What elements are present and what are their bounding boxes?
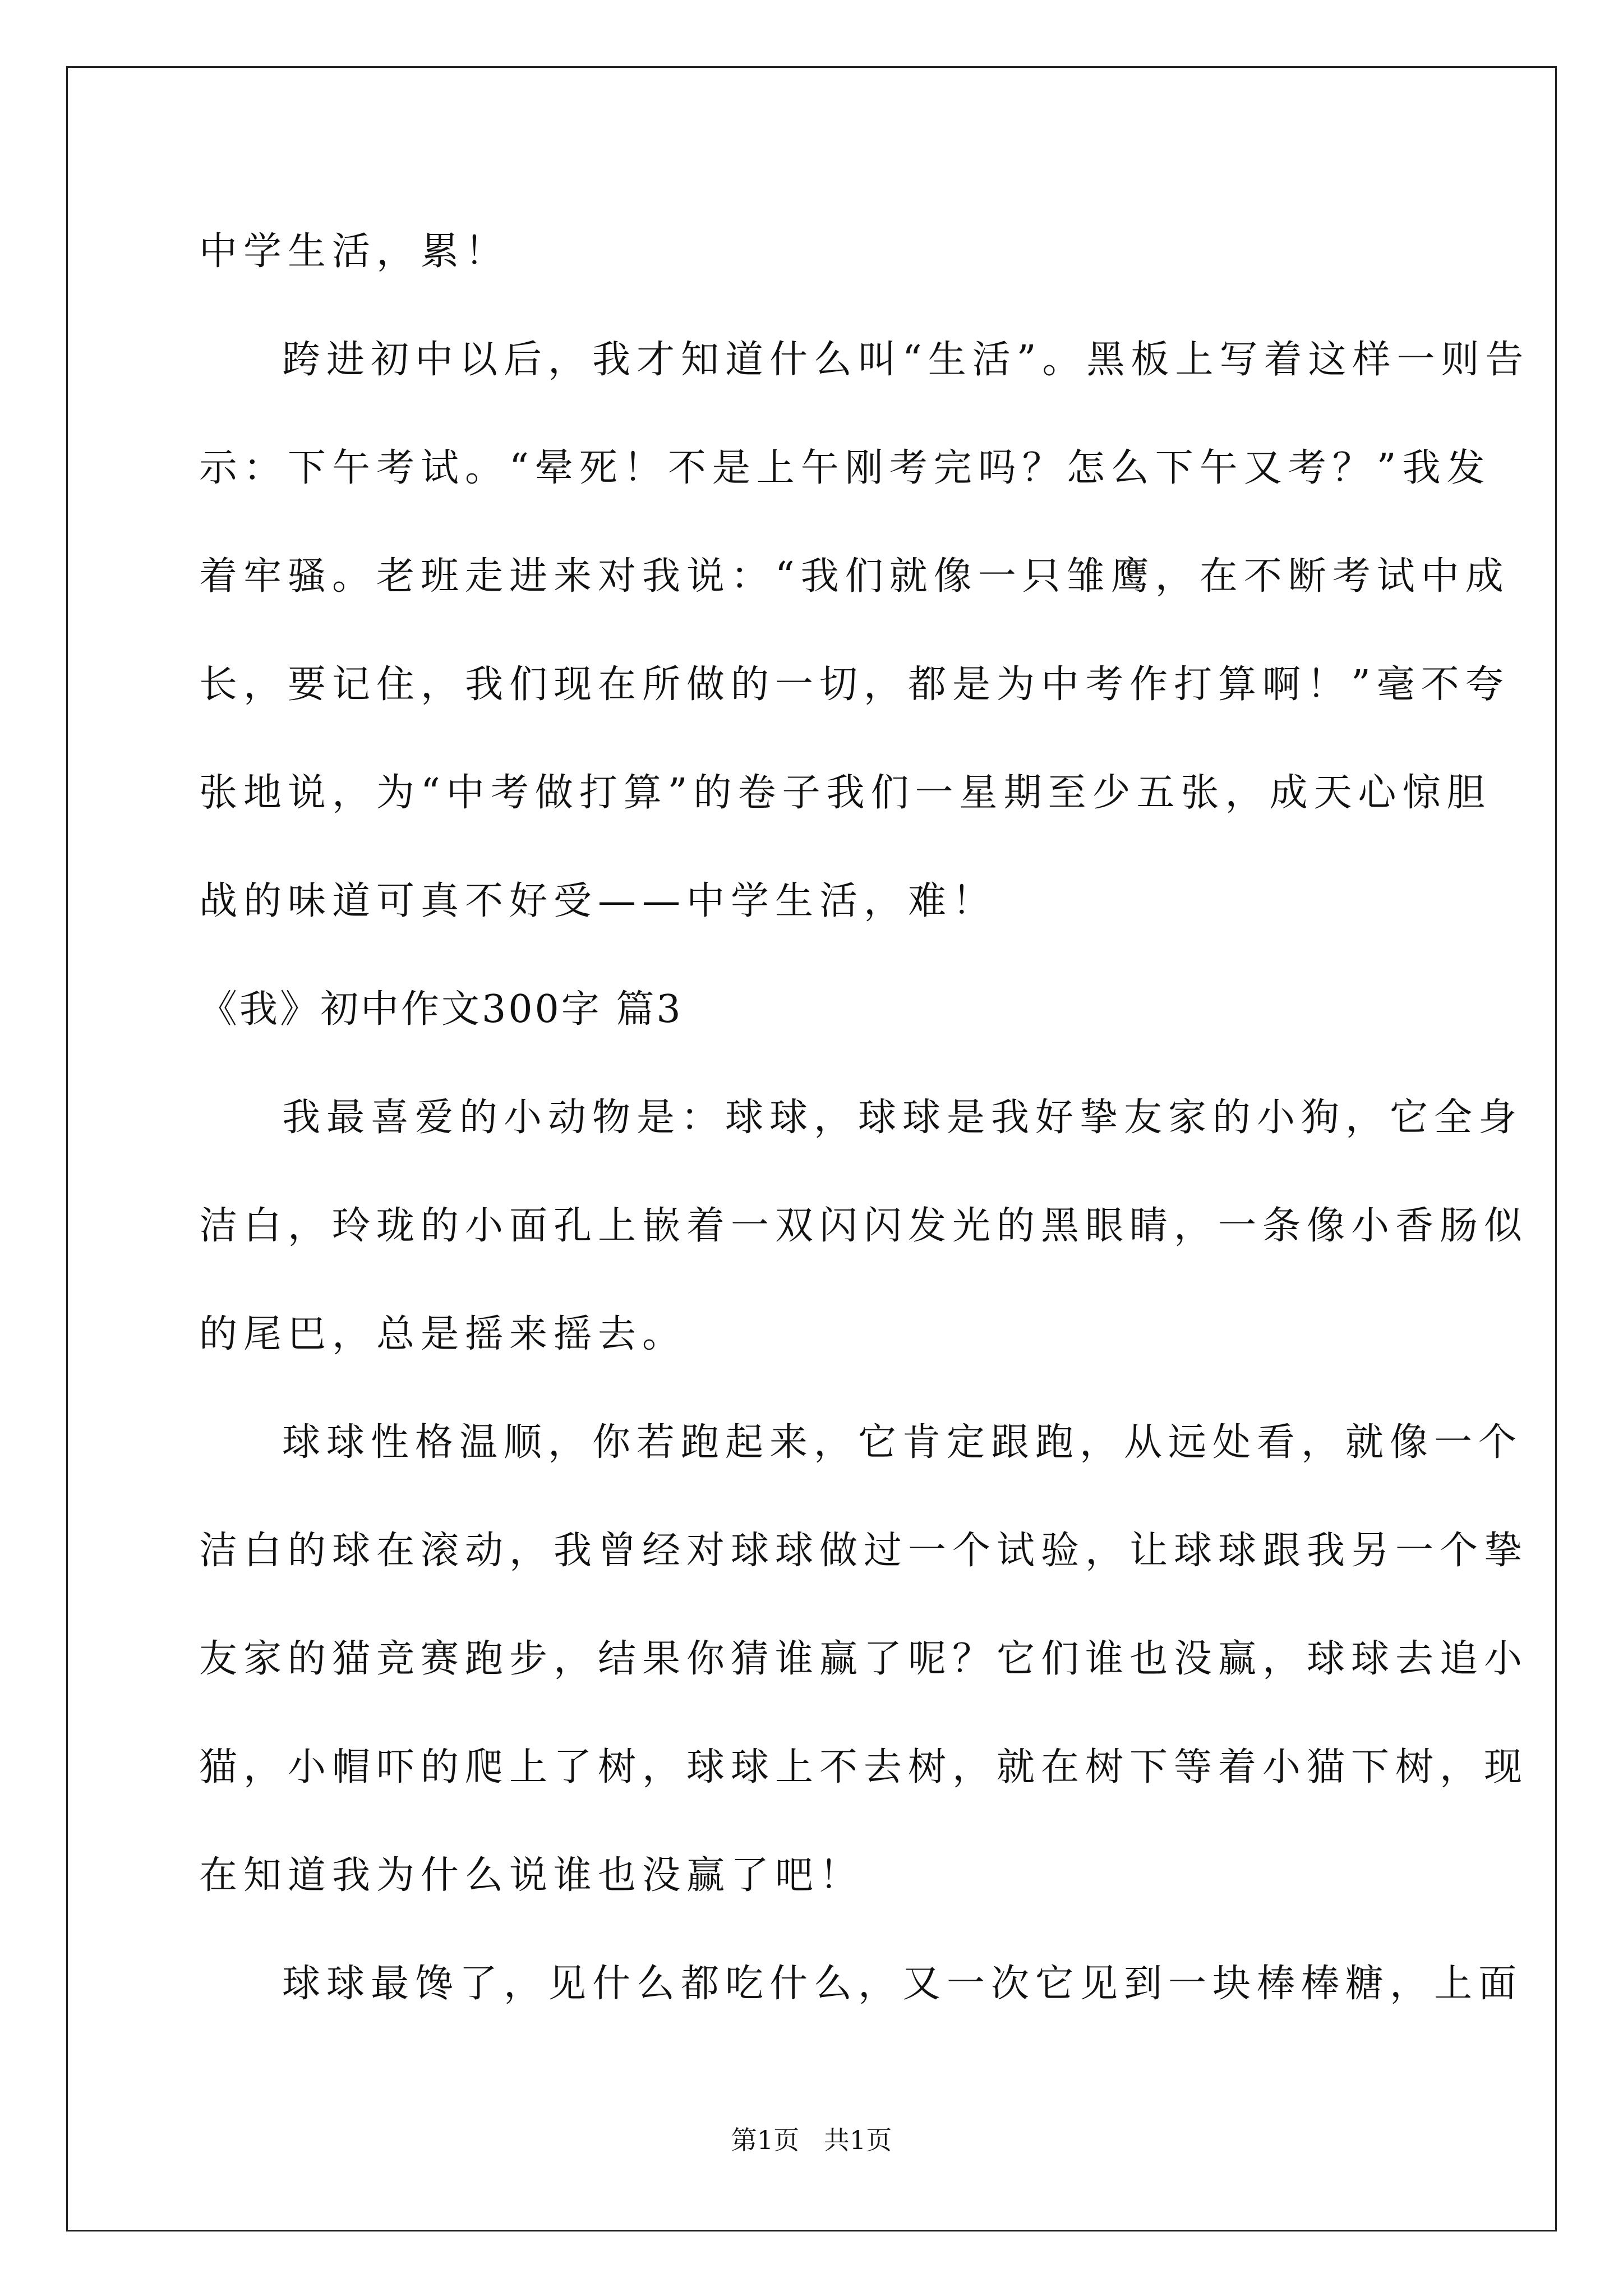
text-line: 着牢骚。老班走进来对我说：“我们就像一只雏鹰，在不断考试中成 [199,554,1510,599]
text-line: 张地说，为“中考做打算”的卷子我们一星期至少五张，成天心惊胆 [199,771,1491,815]
page-number-footer: 第1页 共1页 [731,2125,892,2155]
text-line: 友家的猫竞赛跑步，结果你猜谁赢了呢？它们谁也没赢，球球去追小 [199,1637,1529,1681]
text-line: 中学生活，累！ [199,229,510,274]
paragraph-start: 我最喜爱的小动物是：球球，球球是我好挚友家的小狗，它全身 [282,1096,1523,1140]
text-line: 在知道我为什么说谁也没赢了吧！ [199,1853,864,1898]
text-line: 洁白，玲珑的小面孔上嵌着一双闪闪发光的黑眼睛，一条像小香肠似 [199,1204,1529,1248]
text-line: 长，要记住，我们现在所做的一切，都是为中考作打算啊！”毫不夸 [199,662,1510,707]
paragraph-start: 球球最馋了，见什么都吃什么，又一次它见到一块棒棒糖，上面 [282,1962,1523,2006]
text-line: 示：下午考试。“晕死！不是上午刚考完吗？怎么下午又考？”我发 [199,446,1491,490]
paragraph-start: 跨进初中以后，我才知道什么叫“生活”。黑板上写着这样一则告 [282,338,1530,382]
text-line: 的尾巴，总是摇来摇去。 [199,1312,687,1356]
text-line: 猫，小帽吓的爬上了树，球球上不去树，就在树下等着小猫下树，现 [199,1745,1529,1789]
text-line: 战的味道可真不好受——中学生活，难！ [199,879,997,923]
essay-heading: 《我》初中作文300字 篇3 [199,987,683,1032]
text-line: 洁白的球在滚动，我曾经对球球做过一个试验，让球球跟我另一个挚 [199,1529,1529,1573]
paragraph-start: 球球性格温顺，你若跑起来，它肯定跟跑，从远处看，就像一个 [282,1420,1523,1465]
document-body [199,197,1530,2038]
